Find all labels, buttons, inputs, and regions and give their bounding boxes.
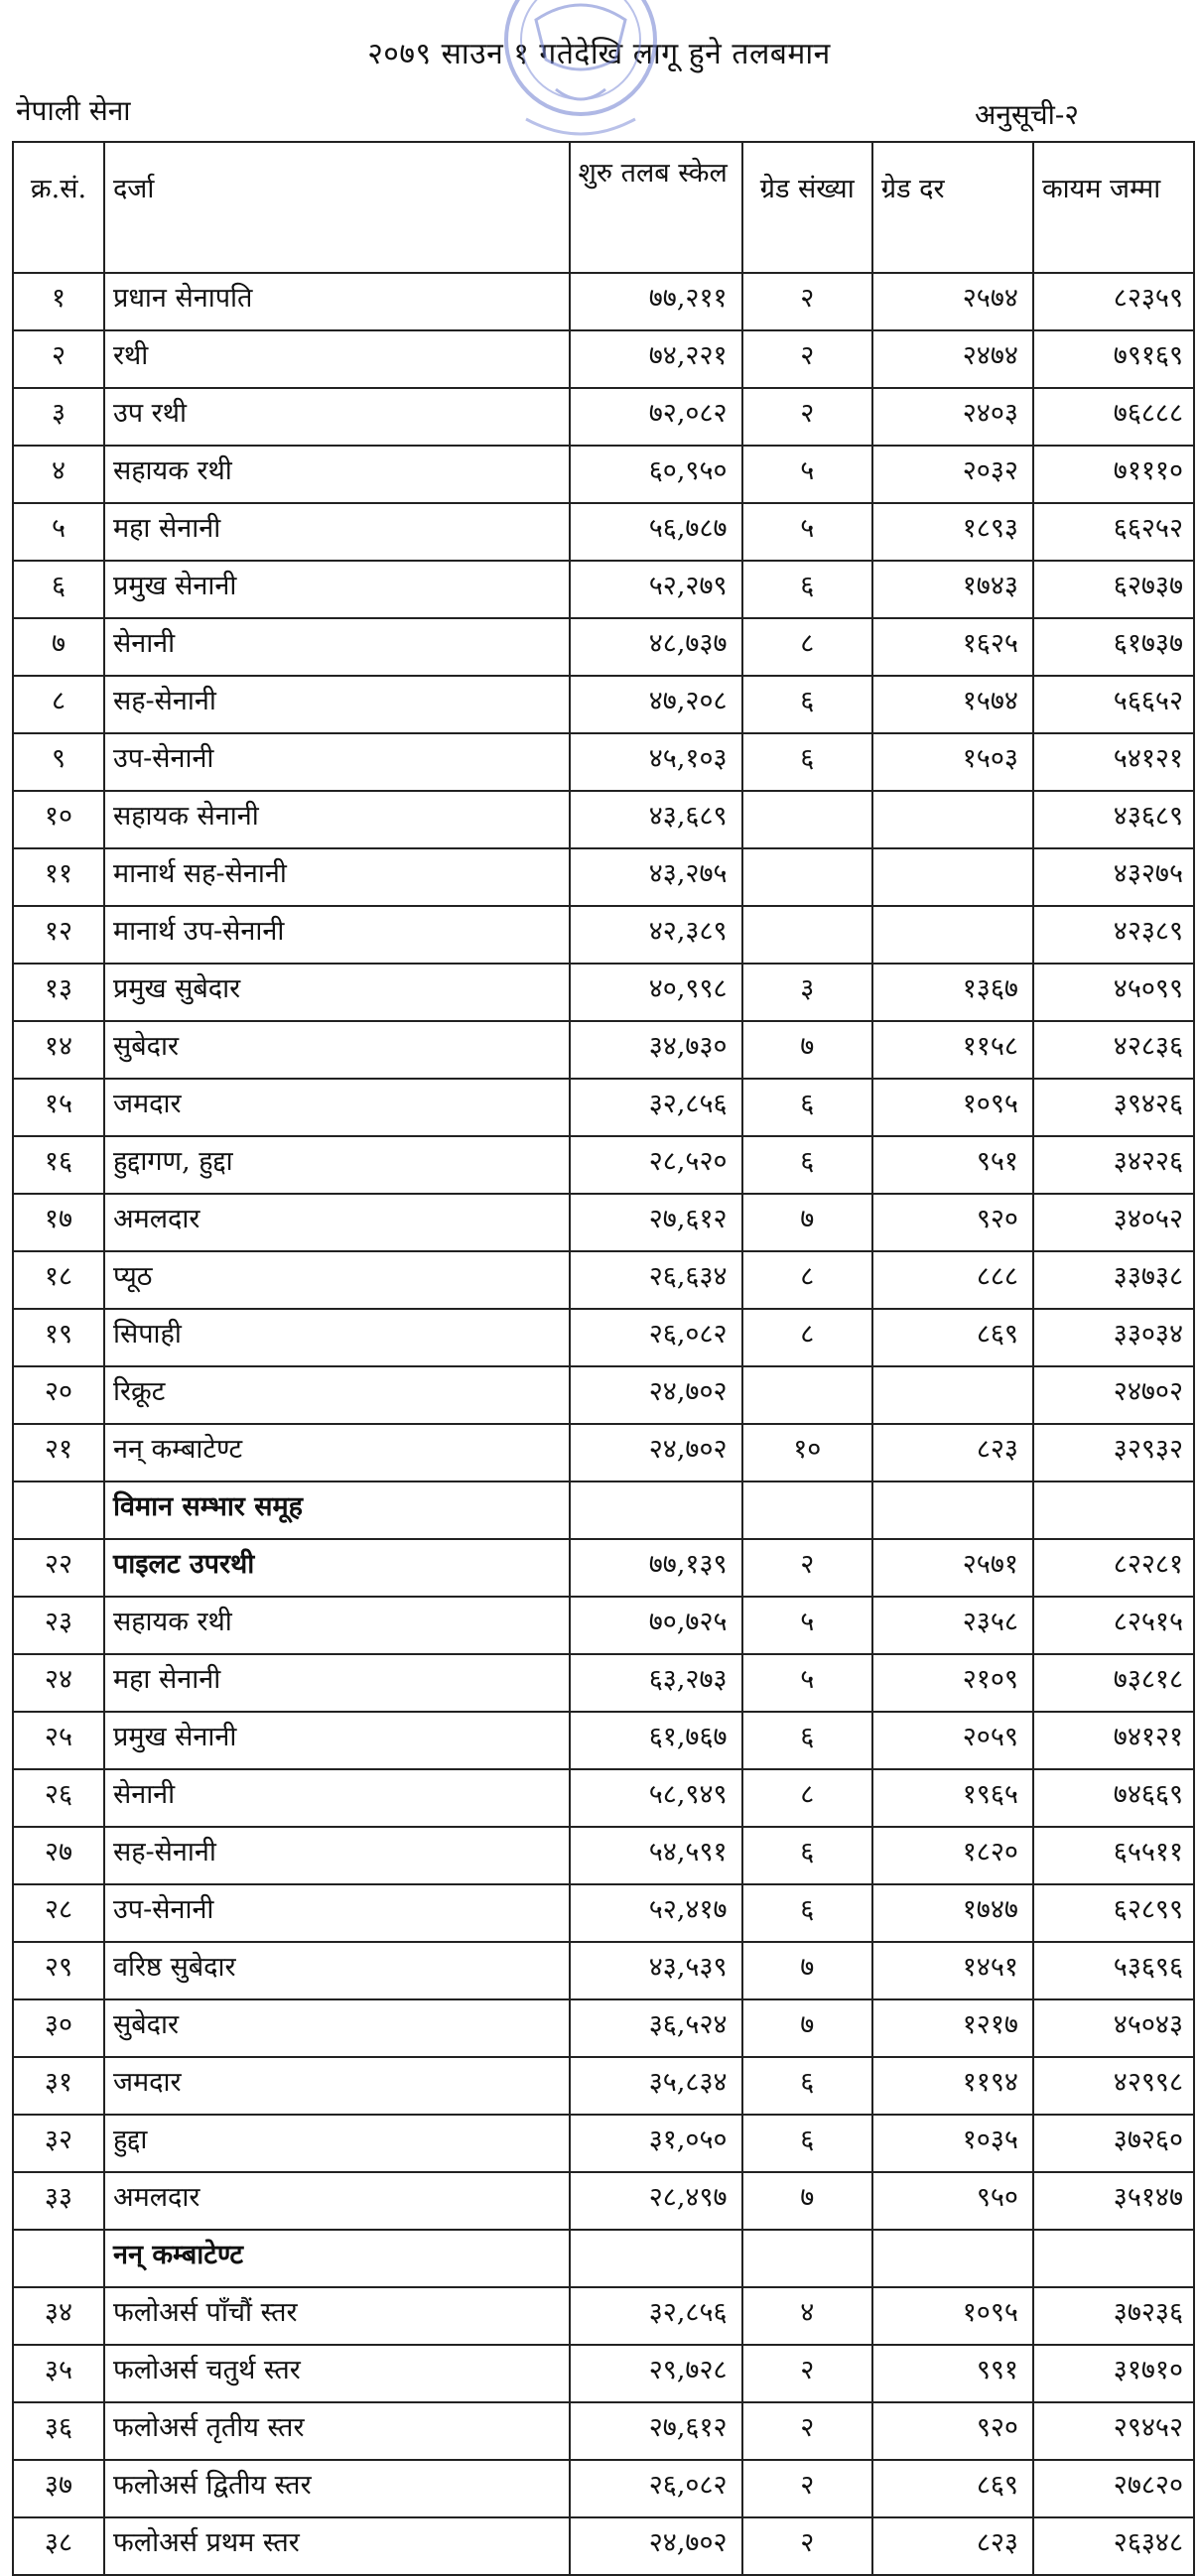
cell-sn: ३४	[13, 2287, 104, 2345]
cell-pay-scale: ३६,५२४	[570, 1999, 742, 2057]
cell-grade-count: ७	[742, 1194, 872, 1251]
cell-rank: रथी	[104, 330, 570, 388]
cell-pay-scale: २८,४९७	[570, 2172, 742, 2230]
cell-pay-scale: ४३,६८९	[570, 791, 742, 848]
cell-grade-count: ६	[742, 733, 872, 791]
cell-grade-count: ७	[742, 2172, 872, 2230]
table-row	[13, 1769, 1194, 1827]
cell-sn: २८	[13, 1884, 104, 1942]
cell-grade-rate	[872, 1366, 1033, 1424]
table-header-row	[13, 142, 1194, 273]
cell-total: ४३२७५	[1033, 848, 1194, 906]
cell-sn: २७	[13, 1827, 104, 1884]
cell-grade-rate: १२१७	[872, 1999, 1033, 2057]
cell-total: ७१११०	[1033, 446, 1194, 503]
empty-cell	[872, 1481, 1033, 1539]
cell-sn: १८	[13, 1251, 104, 1309]
cell-grade-count: ६	[742, 1079, 872, 1136]
cell-grade-rate: १९६५	[872, 1769, 1033, 1827]
cell-grade-count: ५	[742, 446, 872, 503]
cell-total: ३७२६०	[1033, 2115, 1194, 2172]
cell-total: २७८२०	[1033, 2460, 1194, 2517]
cell-pay-scale: ४२,३८९	[570, 906, 742, 964]
cell-rank: सह-सेनानी	[104, 676, 570, 733]
cell-grade-rate: ९५१	[872, 1136, 1033, 1194]
cell-sn: ३२	[13, 2115, 104, 2172]
cell-sn: ३७	[13, 2460, 104, 2517]
cell-sn: ३५	[13, 2345, 104, 2402]
cell-grade-rate: १०३५	[872, 2115, 1033, 2172]
cell-pay-scale: ५४,५९१	[570, 1827, 742, 1884]
cell-grade-rate: १३६७	[872, 964, 1033, 1021]
schedule-label: अनुसूची-२	[975, 98, 1079, 131]
empty-cell	[570, 1481, 742, 1539]
cell-pay-scale: २६,६३४	[570, 1251, 742, 1309]
empty-cell	[13, 1481, 104, 1539]
cell-pay-scale: २४,७०२	[570, 1366, 742, 1424]
header-sn: क्र.सं.	[13, 142, 104, 273]
cell-grade-rate: १५७४	[872, 676, 1033, 733]
table-row	[13, 1942, 1194, 1999]
table-row	[13, 1194, 1194, 1251]
table-row	[13, 618, 1194, 676]
cell-grade-count: ६	[742, 2057, 872, 2115]
cell-rank: जमदार	[104, 1079, 570, 1136]
cell-grade-count: २	[742, 2402, 872, 2460]
cell-grade-count: ८	[742, 1769, 872, 1827]
cell-grade-rate: १८२०	[872, 1827, 1033, 1884]
cell-sn: २२	[13, 1539, 104, 1597]
cell-grade-count: २	[742, 1539, 872, 1597]
cell-rank: मानार्थ सह-सेनानी	[104, 848, 570, 906]
cell-sn: २०	[13, 1366, 104, 1424]
cell-rank: अमलदार	[104, 1194, 570, 1251]
table-row	[13, 2402, 1194, 2460]
cell-grade-rate: १६२५	[872, 618, 1033, 676]
table-row	[13, 1539, 1194, 1597]
cell-rank: महा सेनानी	[104, 503, 570, 561]
cell-sn: १४	[13, 1021, 104, 1079]
salary-table	[12, 141, 1195, 2576]
cell-sn: ३८	[13, 2517, 104, 2575]
cell-pay-scale: ३४,७३०	[570, 1021, 742, 1079]
cell-sn: १३	[13, 964, 104, 1021]
cell-rank: सह-सेनानी	[104, 1827, 570, 1884]
cell-rank: फलोअर्स तृतीय स्तर	[104, 2402, 570, 2460]
cell-total: ६१७३७	[1033, 618, 1194, 676]
cell-total: ७६८८८	[1033, 388, 1194, 446]
cell-sn: १५	[13, 1079, 104, 1136]
table-row	[13, 1884, 1194, 1942]
table-row	[13, 2517, 1194, 2575]
cell-sn: ३६	[13, 2402, 104, 2460]
page-title: २०७९ साउन १ गतेदेखि लागू हुने तलबमान	[367, 37, 831, 71]
cell-total: ८२२८१	[1033, 1539, 1194, 1597]
cell-pay-scale: ७७,२११	[570, 273, 742, 330]
cell-sn: १०	[13, 791, 104, 848]
cell-total: ७९१६९	[1033, 330, 1194, 388]
organization-label: नेपाली सेना	[16, 94, 131, 127]
cell-grade-count: २	[742, 388, 872, 446]
cell-total: ३९४२६	[1033, 1079, 1194, 1136]
cell-grade-rate: २०३२	[872, 446, 1033, 503]
table-row	[13, 848, 1194, 906]
group-row-aviation	[13, 1481, 1194, 1539]
table-row	[13, 791, 1194, 848]
cell-grade-count: १०	[742, 1424, 872, 1481]
cell-total: ४५०९९	[1033, 964, 1194, 1021]
table-row	[13, 676, 1194, 733]
header-rank: दर्जा	[104, 142, 570, 273]
cell-pay-scale: ४८,७३७	[570, 618, 742, 676]
cell-sn: ३०	[13, 1999, 104, 2057]
cell-grade-rate: ८६९	[872, 2460, 1033, 2517]
header-pay-scale: शुरु तलब स्केल	[570, 142, 742, 273]
cell-pay-scale: ६१,७६७	[570, 1712, 742, 1769]
cell-sn: १७	[13, 1194, 104, 1251]
cell-grade-rate: १५०३	[872, 733, 1033, 791]
cell-sn: ९	[13, 733, 104, 791]
cell-grade-rate: १७४३	[872, 561, 1033, 618]
cell-grade-rate: ९५०	[872, 2172, 1033, 2230]
cell-total: ७४१२१	[1033, 1712, 1194, 1769]
cell-total: ७३८१८	[1033, 1654, 1194, 1712]
cell-grade-rate: ८२३	[872, 2517, 1033, 2575]
table-row	[13, 330, 1194, 388]
cell-total: ३४२२६	[1033, 1136, 1194, 1194]
group-heading: नन् कम्बाटेण्ट	[104, 2230, 570, 2287]
table-row	[13, 2287, 1194, 2345]
cell-total: ४२८३६	[1033, 1021, 1194, 1079]
cell-sn: १९	[13, 1309, 104, 1366]
table-row	[13, 1136, 1194, 1194]
cell-sn: २६	[13, 1769, 104, 1827]
cell-rank: उप-सेनानी	[104, 733, 570, 791]
cell-pay-scale: २७,६१२	[570, 1194, 742, 1251]
cell-pay-scale: ५८,९४९	[570, 1769, 742, 1827]
cell-total: ३४०५२	[1033, 1194, 1194, 1251]
cell-grade-rate: ९२०	[872, 1194, 1033, 1251]
cell-sn: ७	[13, 618, 104, 676]
cell-pay-scale: ४३,२७५	[570, 848, 742, 906]
cell-grade-count: ७	[742, 1021, 872, 1079]
cell-grade-rate	[872, 791, 1033, 848]
table-row	[13, 2057, 1194, 2115]
cell-grade-count: ५	[742, 1654, 872, 1712]
cell-grade-count	[742, 848, 872, 906]
cell-sn: २९	[13, 1942, 104, 1999]
cell-grade-rate: २५७१	[872, 1539, 1033, 1597]
empty-cell	[570, 2230, 742, 2287]
empty-cell	[1033, 2230, 1194, 2287]
group-row-non-combatant	[13, 2230, 1194, 2287]
cell-pay-scale: ७०,७२५	[570, 1597, 742, 1654]
header-grade-rate: ग्रेड दर	[872, 142, 1033, 273]
cell-sn: २१	[13, 1424, 104, 1481]
cell-grade-count: २	[742, 2460, 872, 2517]
table-row	[13, 503, 1194, 561]
table-row	[13, 1366, 1194, 1424]
header-total: कायम जम्मा	[1033, 142, 1194, 273]
empty-cell	[872, 2230, 1033, 2287]
cell-rank: सेनानी	[104, 1769, 570, 1827]
cell-rank: सहायक रथी	[104, 446, 570, 503]
table-row	[13, 1021, 1194, 1079]
cell-total: ४५०४३	[1033, 1999, 1194, 2057]
cell-rank: सहायक सेनानी	[104, 791, 570, 848]
cell-pay-scale: ४७,२०८	[570, 676, 742, 733]
cell-pay-scale: २७,६१२	[570, 2402, 742, 2460]
salary-table-wrapper	[12, 141, 1195, 2576]
cell-rank: पाइलट उपरथी	[104, 1539, 570, 1597]
cell-grade-rate: ९९१	[872, 2345, 1033, 2402]
cell-total: ४३६८९	[1033, 791, 1194, 848]
cell-pay-scale: ५२,२७९	[570, 561, 742, 618]
cell-grade-count: ६	[742, 1136, 872, 1194]
table-row	[13, 2172, 1194, 2230]
cell-sn: ३	[13, 388, 104, 446]
cell-grade-rate: २१०९	[872, 1654, 1033, 1712]
cell-sn: ६	[13, 561, 104, 618]
cell-grade-count: २	[742, 330, 872, 388]
cell-pay-scale: २८,५२०	[570, 1136, 742, 1194]
cell-pay-scale: ४३,५३९	[570, 1942, 742, 1999]
cell-pay-scale: ५६,७८७	[570, 503, 742, 561]
cell-grade-rate: ९२०	[872, 2402, 1033, 2460]
cell-sn: ३३	[13, 2172, 104, 2230]
cell-total: ५३६९६	[1033, 1942, 1194, 1999]
table-row	[13, 1079, 1194, 1136]
cell-total: २४७०२	[1033, 1366, 1194, 1424]
cell-pay-scale: ७२,०८२	[570, 388, 742, 446]
table-row	[13, 733, 1194, 791]
cell-rank: उप रथी	[104, 388, 570, 446]
cell-rank: प्रमुख सेनानी	[104, 1712, 570, 1769]
empty-cell	[13, 2230, 104, 2287]
cell-pay-scale: २६,०८२	[570, 2460, 742, 2517]
cell-total: ५६६५२	[1033, 676, 1194, 733]
cell-sn: २५	[13, 1712, 104, 1769]
cell-total: ४२९९८	[1033, 2057, 1194, 2115]
cell-rank: जमदार	[104, 2057, 570, 2115]
cell-rank: प्यूठ	[104, 1251, 570, 1309]
cell-grade-count: ४	[742, 2287, 872, 2345]
cell-sn: १६	[13, 1136, 104, 1194]
cell-sn: २	[13, 330, 104, 388]
cell-pay-scale: ७४,२२१	[570, 330, 742, 388]
cell-rank: हुद्दा	[104, 2115, 570, 2172]
cell-total: ४२३८९	[1033, 906, 1194, 964]
cell-total: ३७२३६	[1033, 2287, 1194, 2345]
empty-cell	[742, 2230, 872, 2287]
cell-total: ६२८९९	[1033, 1884, 1194, 1942]
cell-sn: ११	[13, 848, 104, 906]
cell-pay-scale: ३१,०५०	[570, 2115, 742, 2172]
cell-pay-scale: २६,०८२	[570, 1309, 742, 1366]
cell-pay-scale: ३२,८५६	[570, 1079, 742, 1136]
cell-grade-rate: २४०३	[872, 388, 1033, 446]
cell-total: ३२९३२	[1033, 1424, 1194, 1481]
table-row	[13, 1654, 1194, 1712]
cell-total: २६३४८	[1033, 2517, 1194, 2575]
cell-grade-count: ६	[742, 676, 872, 733]
cell-pay-scale: २४,७०२	[570, 2517, 742, 2575]
cell-grade-rate: १८९३	[872, 503, 1033, 561]
cell-grade-rate: ८२३	[872, 1424, 1033, 1481]
cell-grade-count: ६	[742, 1884, 872, 1942]
cell-rank: सुबेदार	[104, 1021, 570, 1079]
cell-grade-rate	[872, 906, 1033, 964]
cell-grade-rate: १०९५	[872, 1079, 1033, 1136]
cell-grade-rate: १०९५	[872, 2287, 1033, 2345]
cell-grade-count: ७	[742, 1942, 872, 1999]
table-row	[13, 964, 1194, 1021]
cell-grade-count: ३	[742, 964, 872, 1021]
cell-sn: १	[13, 273, 104, 330]
cell-grade-rate: २४७४	[872, 330, 1033, 388]
cell-total: ३३०३४	[1033, 1309, 1194, 1366]
cell-pay-scale: ३२,८५६	[570, 2287, 742, 2345]
cell-rank: सिपाही	[104, 1309, 570, 1366]
cell-grade-rate: ११५८	[872, 1021, 1033, 1079]
cell-pay-scale: ४०,९९८	[570, 964, 742, 1021]
cell-grade-count: ५	[742, 1597, 872, 1654]
cell-sn: ८	[13, 676, 104, 733]
cell-grade-rate: १४५१	[872, 1942, 1033, 1999]
table-row	[13, 388, 1194, 446]
header-grade-count: ग्रेड संख्या	[742, 142, 872, 273]
cell-sn: ५	[13, 503, 104, 561]
table-row	[13, 446, 1194, 503]
cell-total: ५४१२१	[1033, 733, 1194, 791]
table-row	[13, 1251, 1194, 1309]
cell-rank: महा सेनानी	[104, 1654, 570, 1712]
cell-grade-count	[742, 791, 872, 848]
cell-rank: रिक्रूट	[104, 1366, 570, 1424]
table-row	[13, 1712, 1194, 1769]
table-row	[13, 561, 1194, 618]
cell-grade-count: २	[742, 2345, 872, 2402]
empty-cell	[742, 1481, 872, 1539]
cell-grade-rate: ८८८	[872, 1251, 1033, 1309]
cell-grade-count: २	[742, 273, 872, 330]
cell-rank: हुद्दागण, हुद्दा	[104, 1136, 570, 1194]
group-heading: विमान सम्भार समूह	[104, 1481, 570, 1539]
cell-pay-scale: ७७,१३९	[570, 1539, 742, 1597]
table-row	[13, 906, 1194, 964]
cell-pay-scale: ६३,२७३	[570, 1654, 742, 1712]
cell-sn: ४	[13, 446, 104, 503]
cell-pay-scale: ४५,१०३	[570, 733, 742, 791]
cell-grade-rate: २५७४	[872, 273, 1033, 330]
cell-grade-count: ८	[742, 1309, 872, 1366]
empty-cell	[1033, 1481, 1194, 1539]
cell-grade-count: ६	[742, 561, 872, 618]
cell-grade-count: ७	[742, 1999, 872, 2057]
cell-rank: फलोअर्स चतुर्थ स्तर	[104, 2345, 570, 2402]
cell-total: २९४५२	[1033, 2402, 1194, 2460]
cell-rank: सुबेदार	[104, 1999, 570, 2057]
table-row	[13, 2115, 1194, 2172]
cell-rank: फलोअर्स पाँचौं स्तर	[104, 2287, 570, 2345]
cell-total: ३१७१०	[1033, 2345, 1194, 2402]
cell-sn: १२	[13, 906, 104, 964]
cell-grade-rate: ११९४	[872, 2057, 1033, 2115]
cell-total: ७४६६९	[1033, 1769, 1194, 1827]
table-row	[13, 1424, 1194, 1481]
table-row	[13, 1597, 1194, 1654]
cell-pay-scale: ५२,४१७	[570, 1884, 742, 1942]
cell-grade-count	[742, 906, 872, 964]
cell-rank: फलोअर्स प्रथम स्तर	[104, 2517, 570, 2575]
cell-rank: सहायक रथी	[104, 1597, 570, 1654]
cell-grade-rate	[872, 848, 1033, 906]
table-row	[13, 2460, 1194, 2517]
cell-grade-rate: १७४७	[872, 1884, 1033, 1942]
cell-grade-rate: २०५९	[872, 1712, 1033, 1769]
table-row	[13, 273, 1194, 330]
cell-rank: वरिष्ठ सुबेदार	[104, 1942, 570, 1999]
cell-grade-count: ८	[742, 618, 872, 676]
cell-total: ६२७३७	[1033, 561, 1194, 618]
cell-rank: प्रमुख सुबेदार	[104, 964, 570, 1021]
cell-total: ८२३५९	[1033, 273, 1194, 330]
cell-total: ३५१४७	[1033, 2172, 1194, 2230]
cell-total: ६५५११	[1033, 1827, 1194, 1884]
cell-grade-count: ६	[742, 2115, 872, 2172]
table-row	[13, 1999, 1194, 2057]
cell-total: ६६२५२	[1033, 503, 1194, 561]
cell-rank: मानार्थ उप-सेनानी	[104, 906, 570, 964]
cell-grade-rate: ८६९	[872, 1309, 1033, 1366]
cell-rank: प्रधान सेनापति	[104, 273, 570, 330]
cell-pay-scale: ३५,८३४	[570, 2057, 742, 2115]
cell-total: ८२५१५	[1033, 1597, 1194, 1654]
cell-sn: ३१	[13, 2057, 104, 2115]
table-row	[13, 1827, 1194, 1884]
cell-rank: नन् कम्बाटेण्ट	[104, 1424, 570, 1481]
table-row	[13, 1309, 1194, 1366]
cell-sn: २४	[13, 1654, 104, 1712]
table-row	[13, 2345, 1194, 2402]
cell-rank: प्रमुख सेनानी	[104, 561, 570, 618]
cell-grade-count: ६	[742, 1712, 872, 1769]
cell-total: ३३७३८	[1033, 1251, 1194, 1309]
cell-rank: फलोअर्स द्वितीय स्तर	[104, 2460, 570, 2517]
cell-grade-rate: २३५८	[872, 1597, 1033, 1654]
cell-grade-count: ८	[742, 1251, 872, 1309]
cell-grade-count: २	[742, 2517, 872, 2575]
cell-rank: सेनानी	[104, 618, 570, 676]
cell-pay-scale: २९,७२८	[570, 2345, 742, 2402]
cell-sn: २३	[13, 1597, 104, 1654]
cell-grade-count: ६	[742, 1827, 872, 1884]
cell-pay-scale: २४,७०२	[570, 1424, 742, 1481]
cell-grade-count: ५	[742, 503, 872, 561]
cell-pay-scale: ६०,९५०	[570, 446, 742, 503]
cell-grade-count	[742, 1366, 872, 1424]
cell-rank: अमलदार	[104, 2172, 570, 2230]
cell-rank: उप-सेनानी	[104, 1884, 570, 1942]
